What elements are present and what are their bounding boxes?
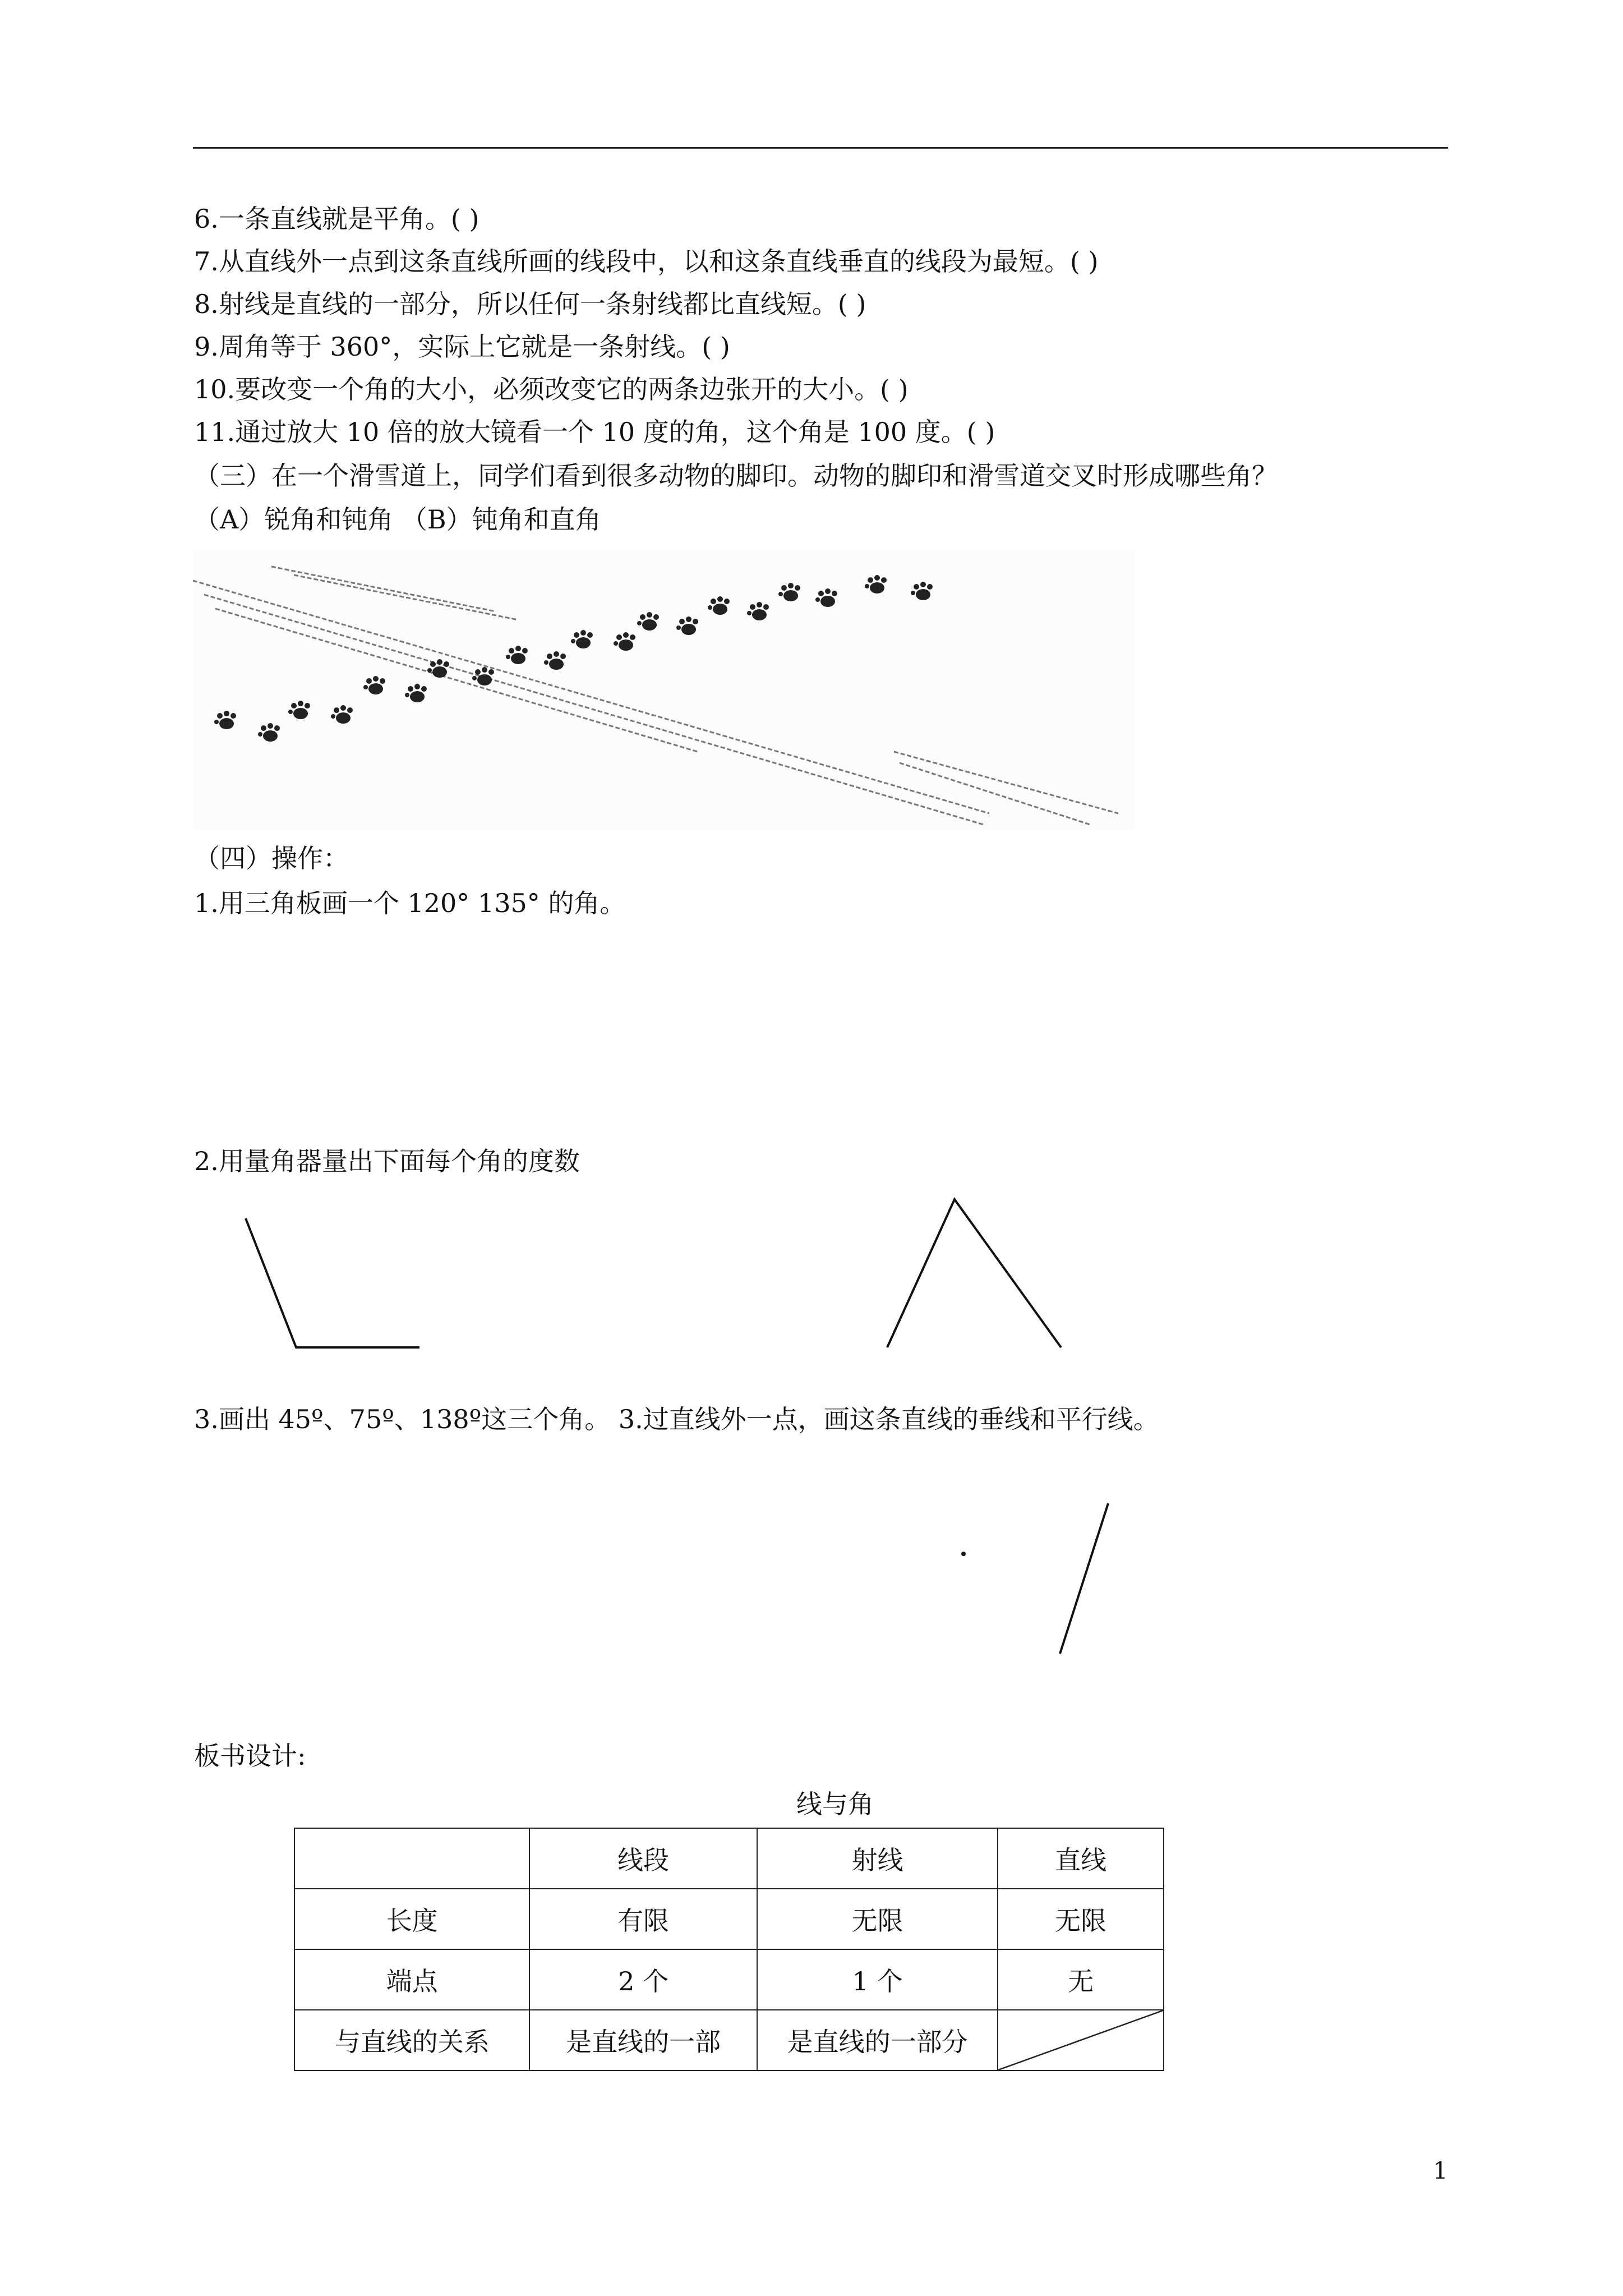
board-design-label: 板书设计: bbox=[194, 1741, 306, 1771]
question-6: 6.一条直线就是平角。( ) bbox=[194, 204, 479, 234]
board-title: 线与角 bbox=[796, 1789, 874, 1819]
table-cell: 与直线的关系 bbox=[294, 2010, 529, 2070]
table-cell: 无 bbox=[998, 1949, 1164, 2010]
question-8: 8.射线是直线的一部分，所以任何一条射线都比直线短。( ) bbox=[194, 289, 866, 319]
obtuse-angle-figure bbox=[236, 1212, 426, 1358]
point-and-line-figure bbox=[948, 1498, 1127, 1660]
table-cell: 无限 bbox=[998, 1889, 1164, 1949]
operation-3: 3.画出 45º、75º、138º这三个角。 3.过直线外一点，画这条直线的垂线和平行线。 bbox=[194, 1404, 1159, 1434]
table-row bbox=[294, 1889, 1164, 1949]
section-3-options: （A）锐角和钝角 （B）钝角和直角 bbox=[194, 504, 601, 535]
question-9: 9.周角等于 360°，实际上它就是一条射线。( ) bbox=[194, 332, 730, 362]
diagonal-slash bbox=[998, 2010, 1163, 2070]
table-row bbox=[294, 1949, 1164, 2010]
table-cell: 有限 bbox=[529, 1889, 757, 1949]
table-cell: 1 个 bbox=[757, 1949, 998, 2010]
section-4-title: （四）操作： bbox=[194, 843, 349, 873]
table-row bbox=[294, 2010, 1164, 2070]
table-header-cell: 射线 bbox=[757, 1828, 998, 1889]
table-cell: 2 个 bbox=[529, 1949, 757, 2010]
table-header-cell: 线段 bbox=[529, 1828, 757, 1889]
table-header-row bbox=[294, 1828, 1164, 1889]
ski-track-footprints-image bbox=[193, 550, 1135, 830]
table-header-cell: 直线 bbox=[998, 1828, 1164, 1889]
table-cell: 端点 bbox=[294, 1949, 529, 2010]
diagonal-empty-cell bbox=[998, 2010, 1164, 2070]
question-7: 7.从直线外一点到这条直线所画的线段中，以和这条直线垂直的线段为最短。( ) bbox=[194, 246, 1099, 277]
table-cell: 是直线的一部 bbox=[529, 2010, 757, 2070]
table-cell: 是直线的一部分 bbox=[757, 2010, 998, 2070]
section-3-question: （三）在一个滑雪道上，同学们看到很多动物的脚印。动物的脚印和滑雪道交叉时形成哪些角？ bbox=[194, 461, 1278, 491]
header-rule bbox=[193, 147, 1448, 149]
table-header-cell bbox=[294, 1828, 529, 1889]
question-11: 11.通过放大 10 倍的放大镜看一个 10 度的角，这个角是 100 度。( ) bbox=[194, 417, 995, 447]
table-cell: 无限 bbox=[757, 1889, 998, 1949]
acute-angle-figure bbox=[875, 1195, 1077, 1358]
operation-1: 1.用三角板画一个 120° 135° 的角。 bbox=[194, 888, 626, 918]
question-10: 10.要改变一个角的大小，必须改变它的两条边张开的大小。( ) bbox=[194, 374, 909, 404]
operation-2: 2.用量角器量出下面每个角的度数 bbox=[194, 1146, 580, 1176]
table-cell: 长度 bbox=[294, 1889, 529, 1949]
page-number: 1 bbox=[1433, 2157, 1448, 2184]
board-design-table bbox=[294, 1828, 1164, 2071]
